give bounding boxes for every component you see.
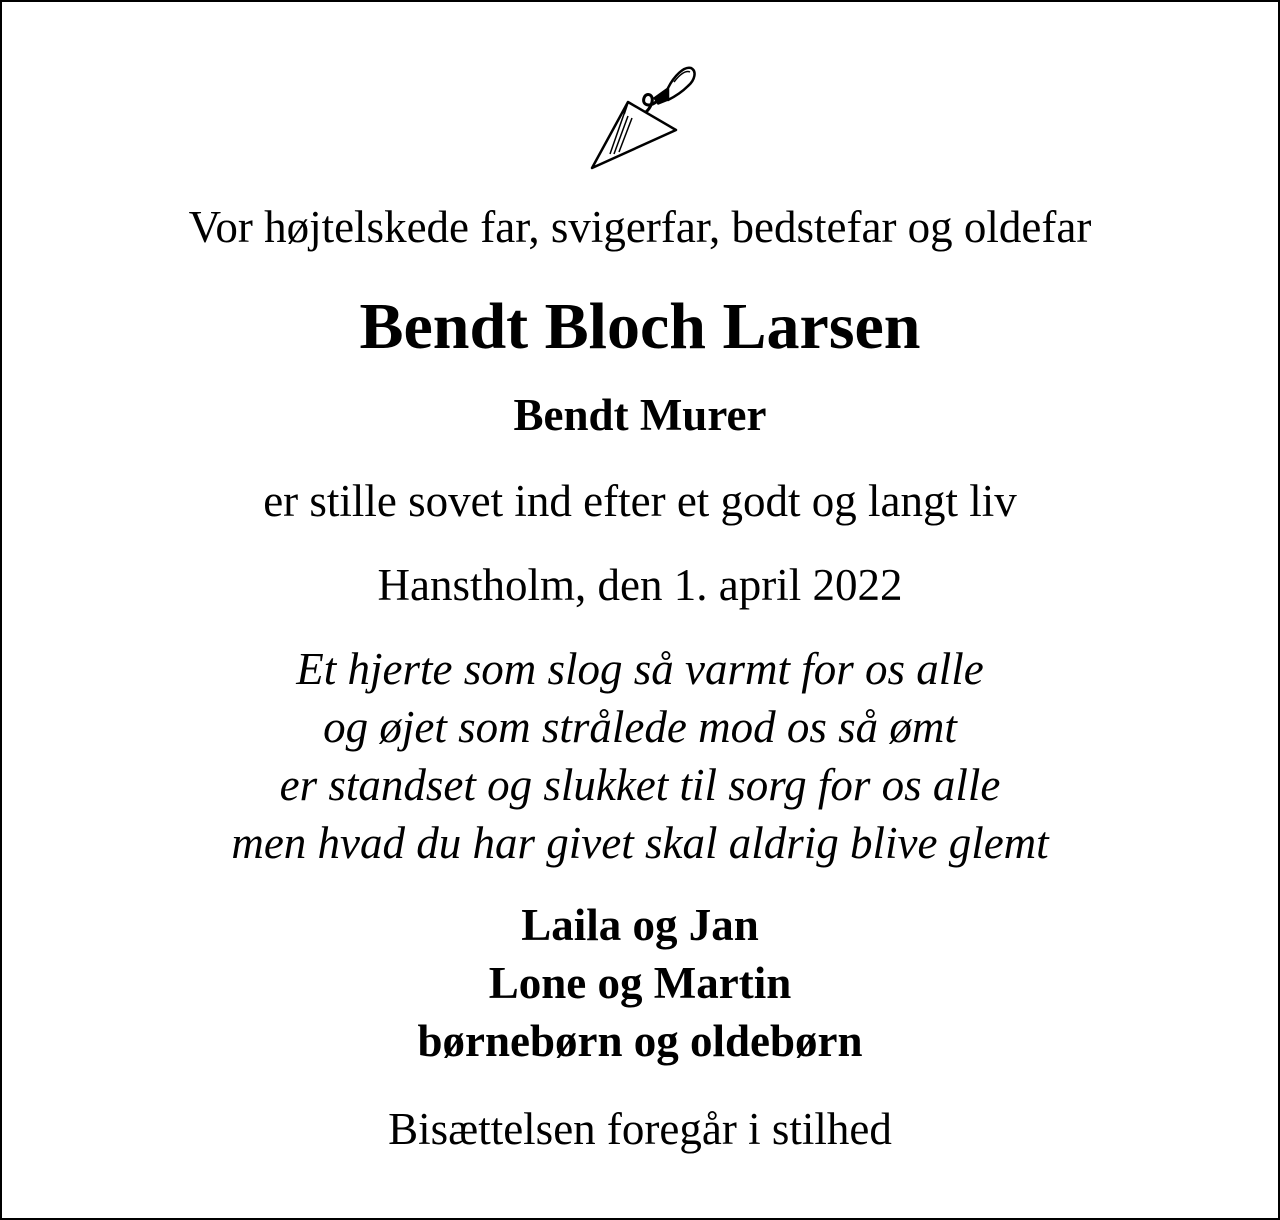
intro-text: Vor højtelskede far, svigerfar, bedstefar og oldefar [188, 202, 1092, 252]
funeral-note: Bisættelsen foregår i stilhed [388, 1104, 892, 1154]
signer-line: Laila og Jan [521, 900, 759, 950]
signer-line: børnebørn og oldebørn [417, 1016, 863, 1066]
verse-line: og øjet som strålede mod os så ømt [323, 702, 957, 752]
deceased-nickname: Bendt Murer [513, 390, 767, 440]
signer-line: Lone og Martin [488, 958, 792, 1008]
trowel-icon [584, 62, 700, 174]
verse-line: er standset og slukket til sorg for os alle [279, 760, 1001, 810]
deceased-name: Bendt Bloch Larsen [359, 290, 921, 363]
verse-line: men hvad du har givet skal aldrig blive glemt [231, 818, 1049, 868]
memorial-verse [2, 644, 1278, 879]
verse-line: Et hjerte som slog så varmt for os alle [296, 644, 984, 694]
family-signatures [2, 900, 1278, 1077]
place-and-date: Hanstholm, den 1. april 2022 [377, 560, 903, 610]
passing-message: er stille sovet ind efter et godt og langt liv [263, 476, 1017, 526]
